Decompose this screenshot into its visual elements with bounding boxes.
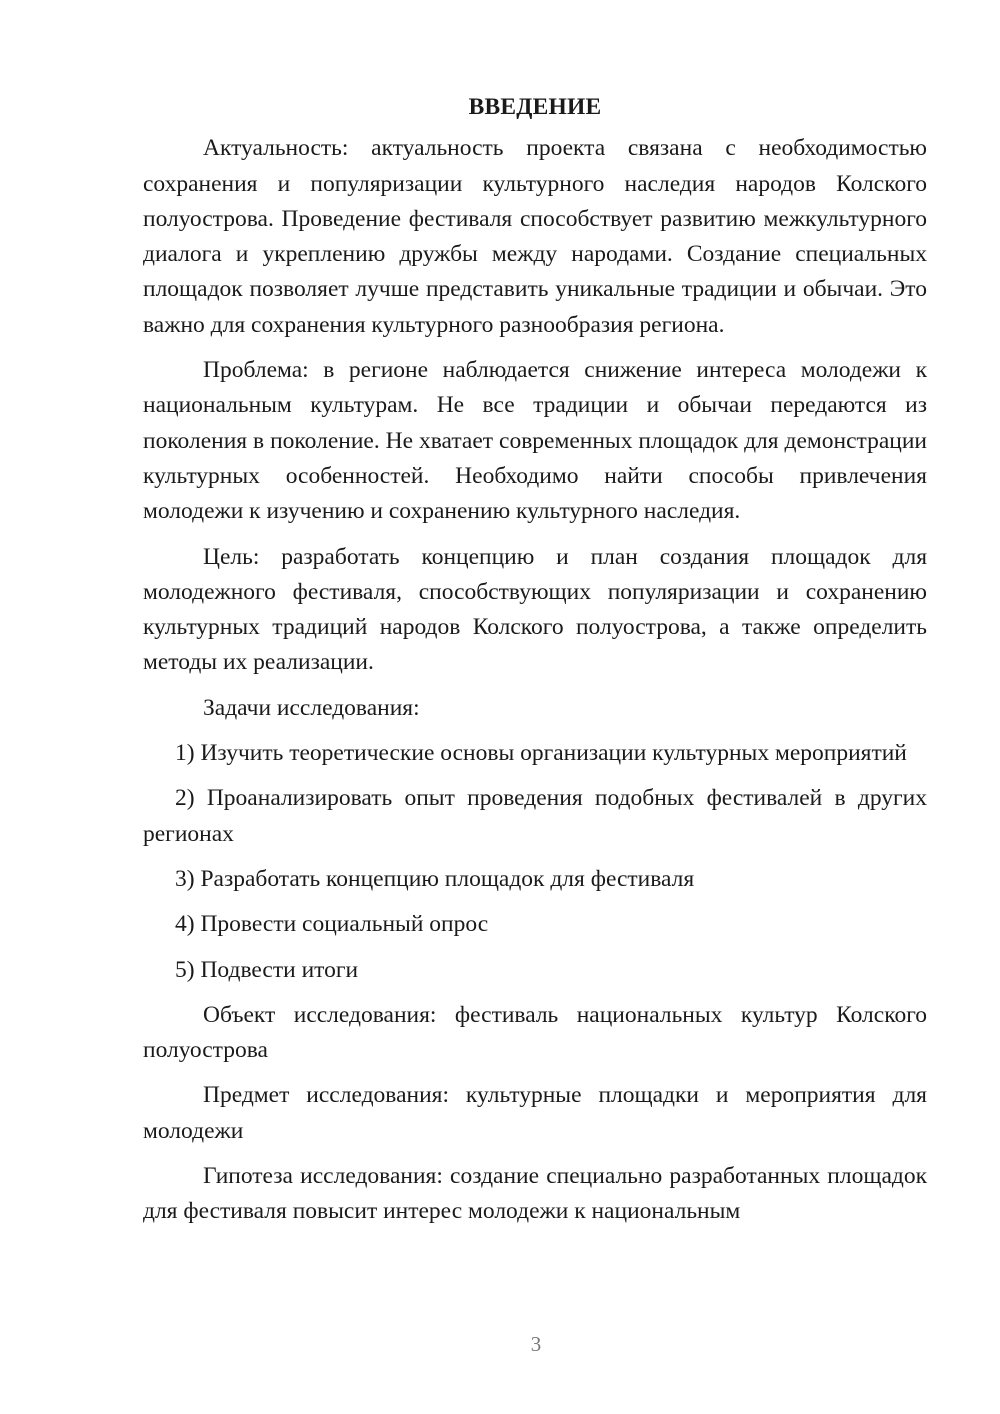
paragraph-relevance: Актуальность: актуальность проекта связана с необходимостью сохранения и популяризации культурного наследия народов Колского полуострова. Проведение фестиваля способствует развитию межкультурного диалога и укреплению дружбы между народами. Создание специальных площадок позволяет лучше представить уникальные традиции и обычаи. Это важно для сохранения культурного разнообразия региона.	[143, 135, 927, 338]
section-title: ВВЕДЕНИЕ	[468, 94, 602, 120]
task-item-2: 2) Проанализировать опыт проведения подобных фестивалей в других регионах	[143, 785, 927, 847]
paragraph-hypothesis: Гипотеза исследования: создание специально разработанных площадок для фестиваля повысит интерес молодежи к национальным	[143, 1163, 927, 1225]
task-item-4: 4) Провести социальный опрос	[175, 911, 489, 938]
task-item-5: 5) Подвести итоги	[175, 956, 359, 983]
page-content	[143, 90, 927, 1240]
page-number: 3	[530, 1332, 542, 1356]
paragraph-problem: Проблема: в регионе наблюдается снижение интереса молодежи к национальным культурам. Не все традиции и обычаи передаются из поколения в поколение. Не хватает современных площадок для демонстрации культурных особенностей. Необходимо найти способы привлечения молодежи к изучению и сохранению культурного наследия.	[143, 357, 927, 525]
paragraph-object: Объект исследования: фестиваль национальных культур Колского полуострова	[143, 1001, 927, 1064]
paragraph-goal: Цель: разработать концепцию и план создания площадок для молодежного фестиваля, способствующих популяризации и сохранению культурных традиций народов Колского полуострова, а также определить методы их реализации.	[143, 543, 927, 676]
task-item-3: 3) Разработать концепцию площадок для фестиваля	[175, 865, 695, 892]
task-item-1: 1) Изучить теоретические основы организации культурных мероприятий	[175, 740, 907, 767]
paragraph-tasks-heading: Задачи исследования:	[203, 694, 420, 721]
paragraph-subject: Предмет исследования: культурные площадки и мероприятия для молодежи	[143, 1082, 927, 1144]
